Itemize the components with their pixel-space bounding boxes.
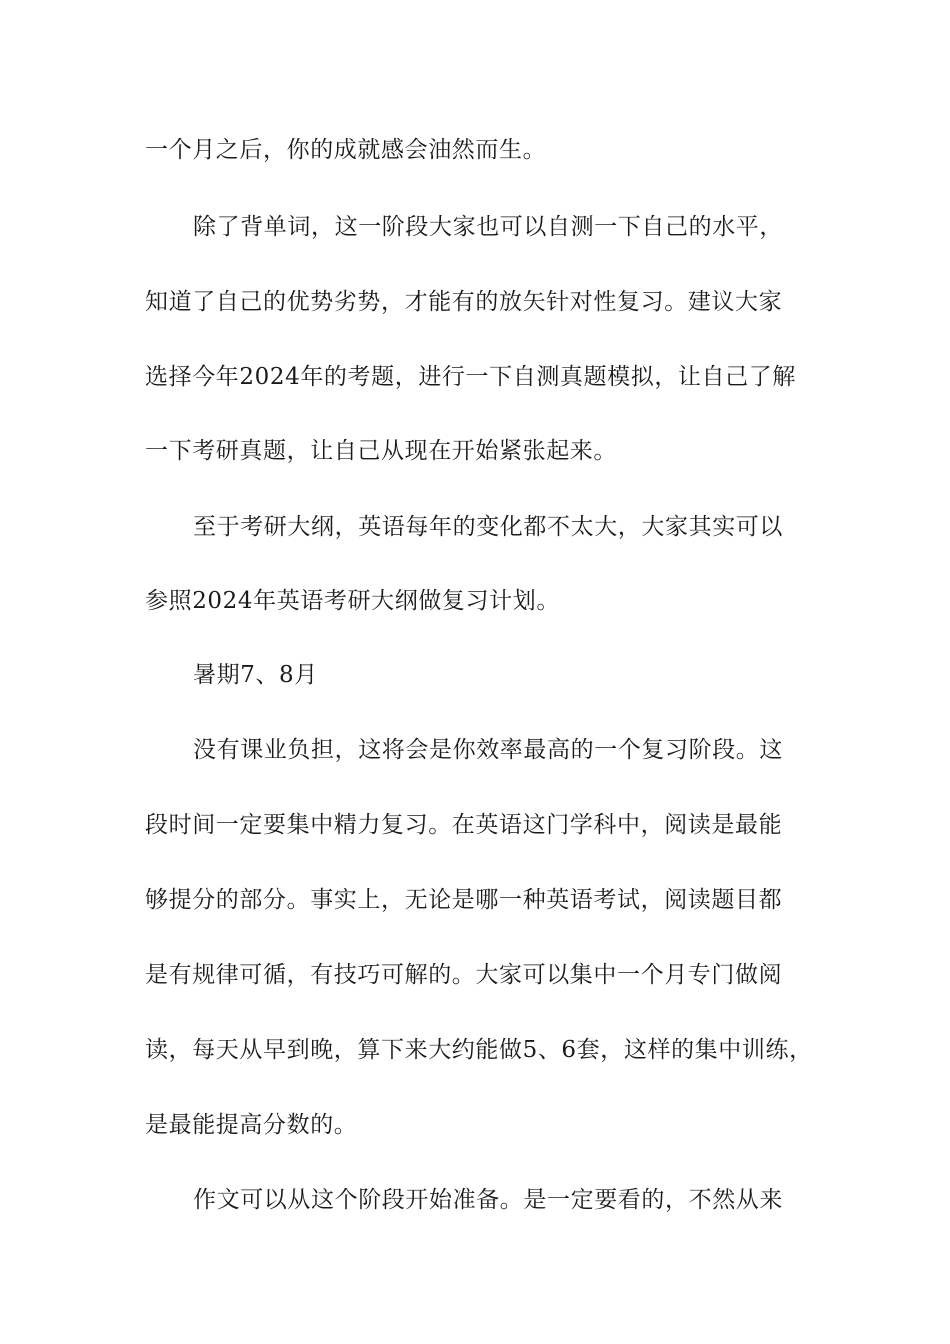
text-line: 读，每天从早到晚，算下来大约能做5、6套，这样的集中训练，: [145, 1037, 813, 1063]
text-line: 参照2024年英语考研大纲做复习计划。: [145, 588, 560, 614]
text-line: 作文可以从这个阶段开始准备。是一定要看的，不然从来: [193, 1187, 783, 1213]
text-line: 选择今年2024年的考题，进行一下自测真题模拟，让自己了解: [145, 364, 796, 390]
text-line: 至于考研大纲，英语每年的变化都不太大，大家其实可以: [193, 514, 783, 540]
text-line: 段时间一定要集中精力复习。在英语这门学科中，阅读是最能: [145, 812, 783, 838]
text-line: 一个月之后，你的成就感会油然而生。: [145, 137, 547, 163]
section-heading: 暑期7、8月: [193, 662, 318, 688]
text-line: 知道了自己的优势劣势，才能有的放矢针对性复习。建议大家: [145, 289, 783, 315]
text-line: 够提分的部分。事实上，无论是哪一种英语考试，阅读题目都: [145, 887, 783, 913]
text-line: 除了背单词，这一阶段大家也可以自测一下自己的水平，: [193, 214, 783, 240]
text-line: 没有课业负担，这将会是你效率最高的一个复习阶段。这: [193, 737, 783, 763]
text-line: 是有规律可循，有技巧可解的。大家可以集中一个月专门做阅: [145, 962, 783, 988]
text-line: 是最能提高分数的。: [145, 1112, 358, 1138]
text-line: 一下考研真题，让自己从现在开始紧张起来。: [145, 438, 617, 464]
